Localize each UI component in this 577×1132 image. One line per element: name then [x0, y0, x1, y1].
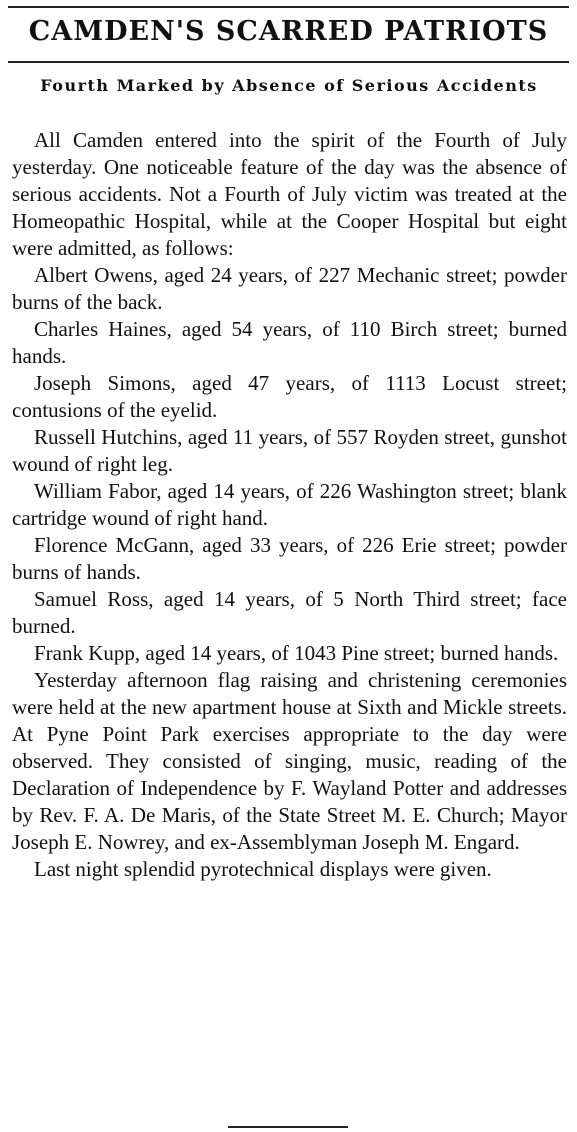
victim-entry: Russell Hutchins, aged 11 years, of 557 Royden street, gunshot wound of right leg.: [12, 425, 567, 476]
victim-entry: Samuel Ross, aged 14 years, of 5 North Third street; face burned.: [12, 587, 567, 638]
closing-paragraph: Last night splendid pyrotechnical displays were given.: [34, 857, 492, 881]
ceremonies-paragraph: Yesterday afternoon flag raising and christening ceremonies were held at the new apartment house at Sixth and Mickle streets. At Pyne Point Park exercises appropriate to the day were observed. They consisted of singing, music, reading of the Declaration of Independence by F. Wayland Potter and addresses by Rev. F. A. De Maris, of the State Street M. E. Church; Mayor Joseph E. Nowrey, and ex-Assemblyman Joseph M. Engard.: [12, 668, 567, 854]
victim-entry: Joseph Simons, aged 47 years, of 1113 Locust street; contusions of the eyelid.: [12, 371, 567, 422]
victim-entry: Albert Owens, aged 24 years, of 227 Mechanic street; powder burns of the back.: [12, 263, 567, 314]
headline: CAMDEN'S SCARRED PATRIOTS: [28, 16, 549, 47]
victim-entry: Frank Kupp, aged 14 years, of 1043 Pine street; burned hands.: [34, 641, 559, 665]
victim-entry: Charles Haines, aged 54 years, of 110 Birch street; burned hands.: [12, 317, 567, 368]
article-body: [12, 127, 567, 883]
victim-entry: William Fabor, aged 14 years, of 226 Washington street; blank cartridge wound of right hand.: [12, 479, 567, 530]
end-rule: [228, 1126, 348, 1128]
intro-paragraph: All Camden entered into the spirit of the Fourth of July yesterday. One noticeable feature of the day was the absence of serious accidents. Not a Fourth of July victim was treated at the Homeopathic Hospital, while at the Cooper Hospital but eight were admitted, as follows:: [12, 128, 567, 260]
top-rule: [8, 6, 569, 8]
victim-entry: Florence McGann, aged 33 years, of 226 Erie street; powder burns of hands.: [12, 533, 567, 584]
headline-rule: [8, 61, 569, 63]
subheadline: Fourth Marked by Absence of Serious Accidents: [40, 76, 538, 95]
